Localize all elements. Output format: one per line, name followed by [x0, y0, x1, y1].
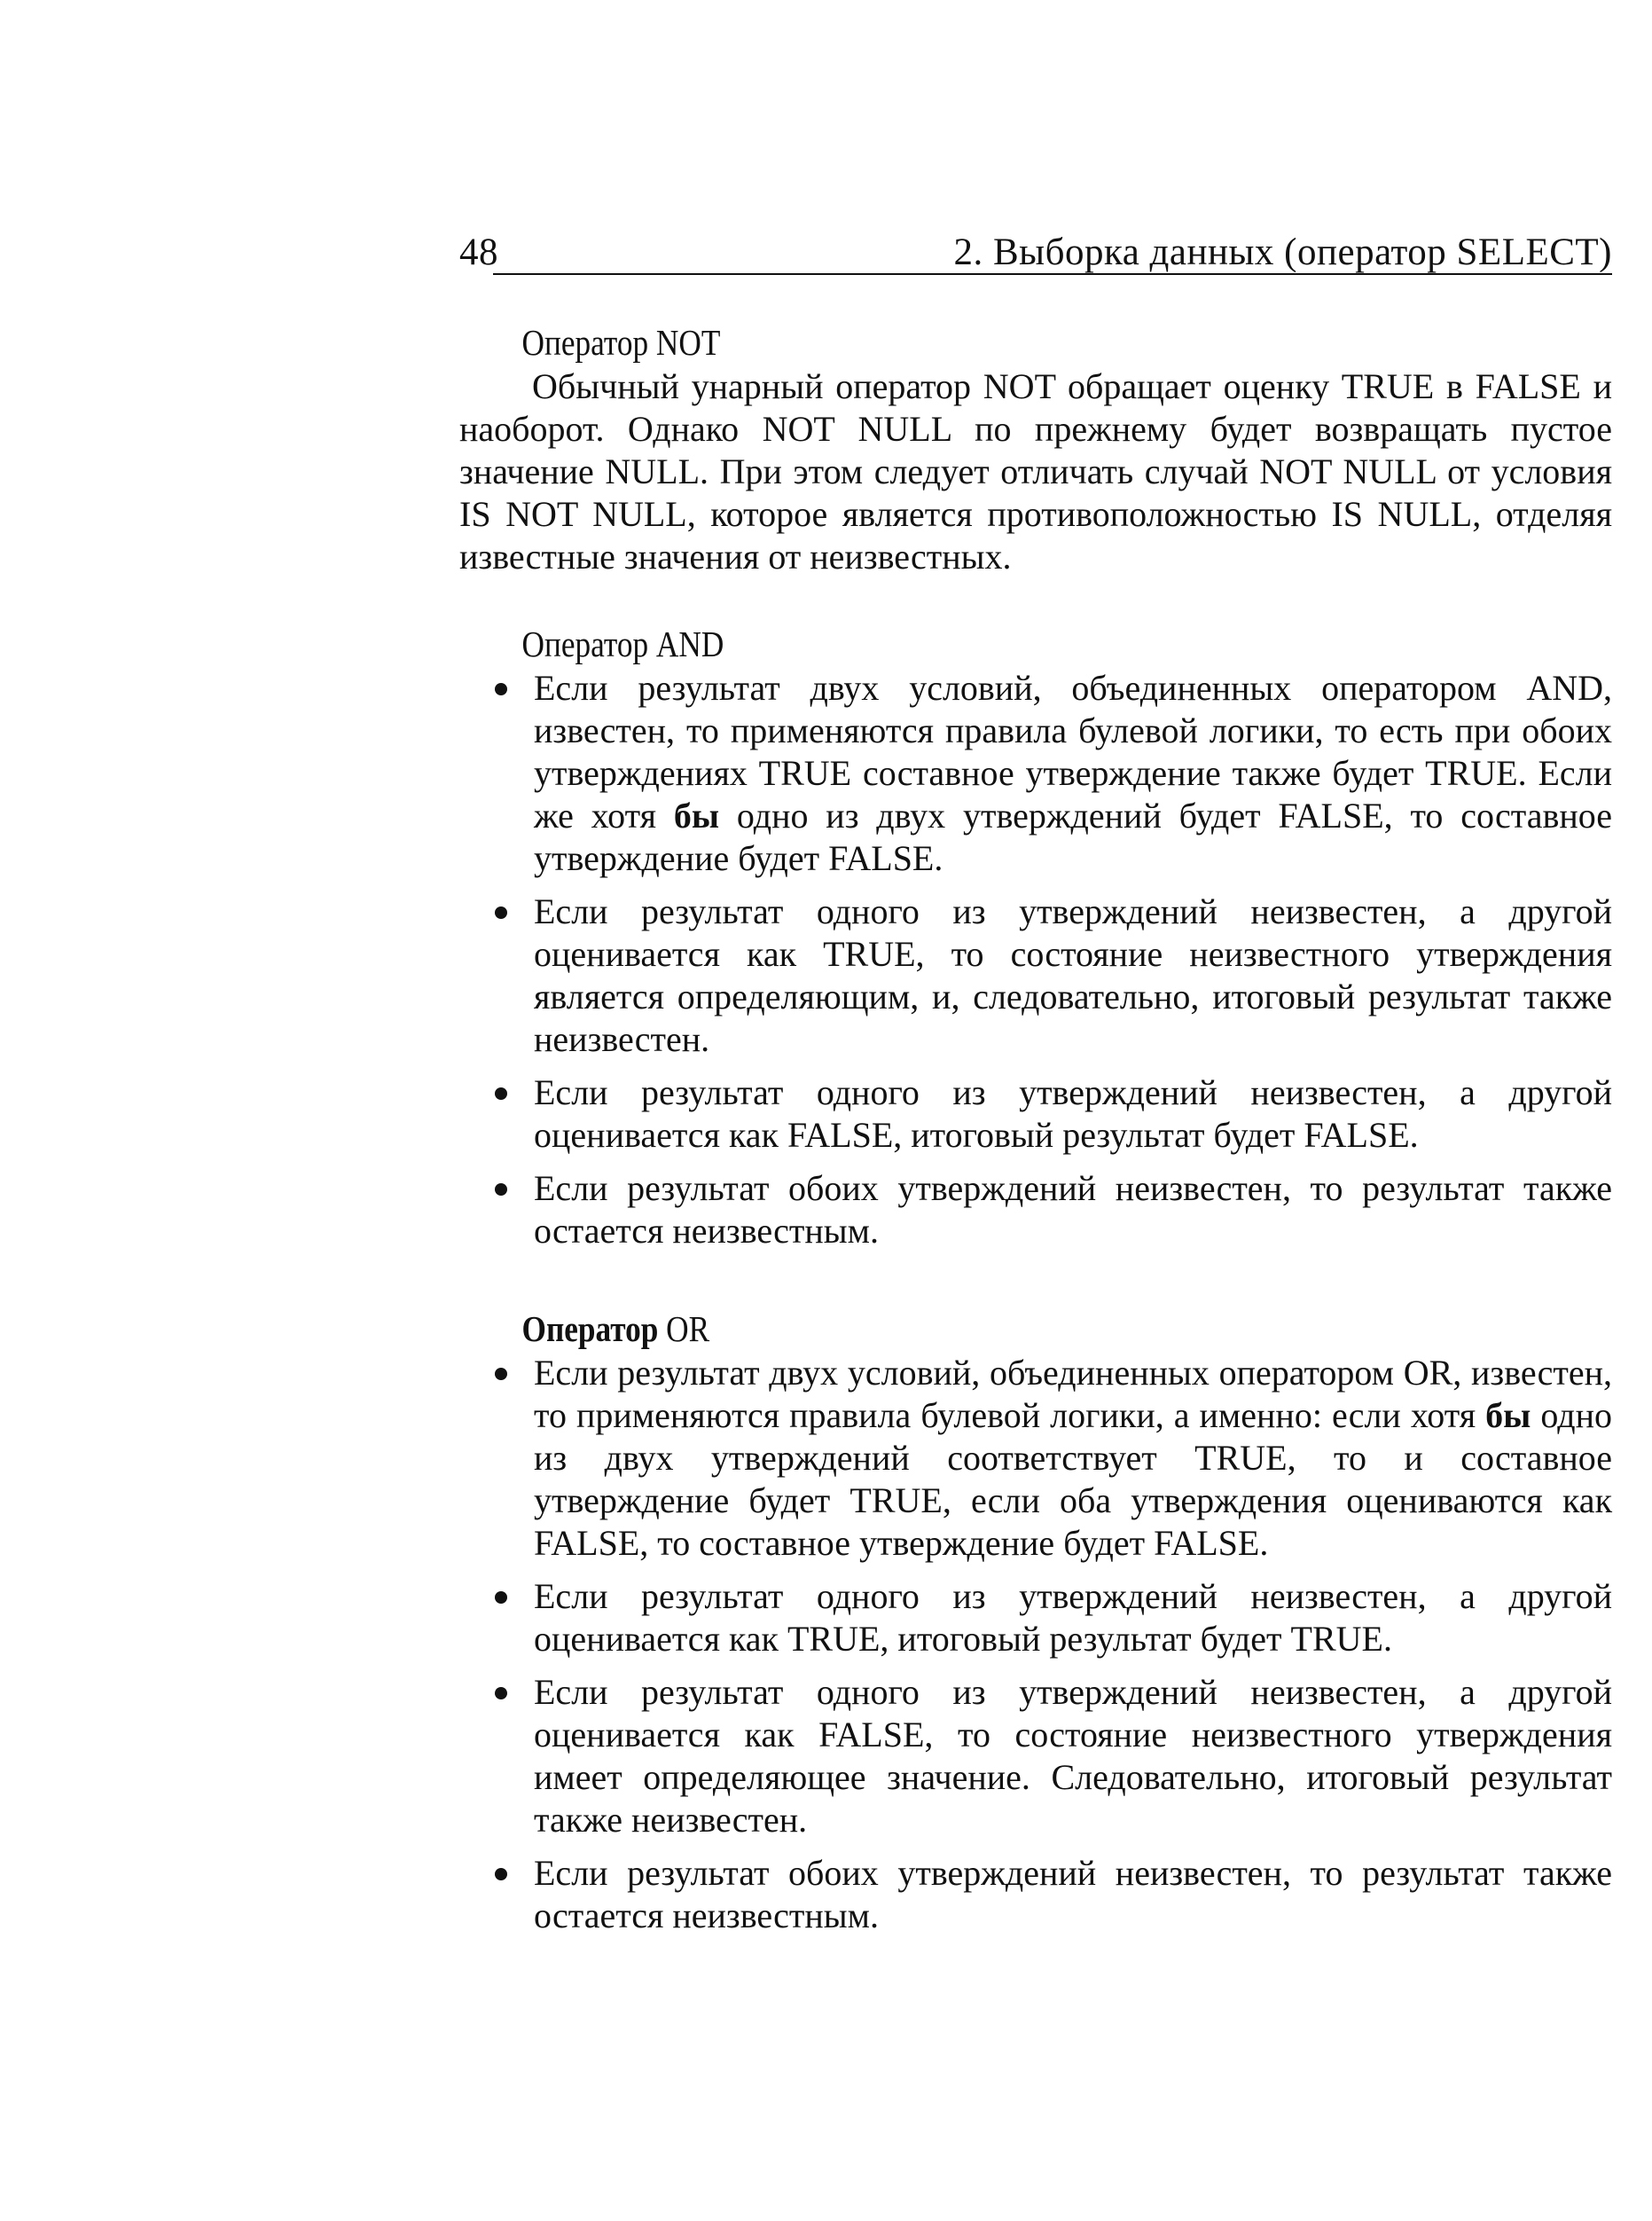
bullet-icon	[495, 1087, 507, 1100]
list-item-text: Если результат одного из утверждений неизвестен, а другой оценивается как FALSE, итоговый результат будет FALSE.	[534, 1072, 1612, 1155]
bullet-icon	[495, 1591, 507, 1604]
page-body	[459, 319, 1612, 1948]
list-item-text: Если результат одного из утверждений неизвестен, а другой оценивается как FALSE, то состояние неизвестного утверждения имеет определяющее значение. Следовательно, итоговый результат также неизвестен.	[534, 1672, 1612, 1840]
list-item-text: Если результат обоих утверждений неизвестен, то результат также остается неизвестным.	[534, 1168, 1612, 1251]
list-item	[459, 1852, 1612, 1937]
list-item	[459, 891, 1612, 1061]
not-paragraph-sentence-1: Обычный унарный оператор NOT обращает оценку TRUE в FALSE и наоборот.	[459, 366, 1612, 449]
list-item-text-part: одно из двух утверждений соответствует TRUE, то и составное утверждение будет TRUE, если оба утверждения оцениваются как FALSE, то составное утверждение будет FALSE.	[534, 1395, 1612, 1563]
page-number: 48	[459, 232, 498, 273]
heading-and-operator: Оператор AND	[521, 624, 724, 664]
bullet-icon	[495, 1687, 507, 1699]
list-item-text-part: Если результат двух условий, объединенных оператором AND, известен, то применяются правила булевой логики, то есть при обоих утверждениях TRUE составное утверждение также будет TRUE. Если же хотя	[534, 668, 1612, 836]
list-item-text	[534, 667, 1612, 880]
heading-not-operator: Оператор NOT	[521, 322, 721, 363]
bold-word: бы	[1485, 1395, 1531, 1435]
section-spacer	[459, 578, 1612, 621]
running-header	[459, 229, 1612, 277]
bullet-icon	[495, 1368, 507, 1380]
heading-or-bold-part: Оператор	[521, 1308, 659, 1349]
bullet-icon	[495, 1183, 507, 1196]
list-item	[459, 1575, 1612, 1660]
list-item-text: Если результат обоих утверждений неизвестен, то результат также остается неизвестным.	[534, 1853, 1612, 1935]
list-item	[459, 1352, 1612, 1565]
header-rule	[493, 273, 1612, 275]
list-item-text	[534, 1352, 1612, 1565]
or-rules-list	[459, 1352, 1612, 1937]
bullet-icon	[495, 1868, 507, 1880]
bold-word: бы	[673, 796, 720, 836]
chapter-title: 2. Выборка данных (оператор SELECT)	[953, 232, 1612, 273]
section-spacer	[459, 1263, 1612, 1306]
heading-or-rest: OR	[658, 1308, 710, 1349]
list-item-text-part: одно из двух утверждений будет FALSE, то составное утверждение будет FALSE.	[534, 796, 1613, 878]
bullet-icon	[495, 683, 507, 695]
not-paragraph-sentence-2: Однако NOT NULL по прежнему будет возвращать пустое значение NULL.	[459, 409, 1612, 491]
list-item	[459, 1071, 1612, 1157]
list-item	[459, 1167, 1612, 1252]
list-item	[459, 1671, 1612, 1841]
bullet-icon	[495, 906, 507, 919]
not-paragraph-sentence-3: При этом следует отличать случай NOT NULL от условия IS NOT NULL, которое является противоположностью IS NULL, отделяя известные значения от неизвестных.	[459, 451, 1613, 577]
list-item	[459, 667, 1612, 880]
not-operator-paragraph	[459, 365, 1612, 578]
and-rules-list	[459, 667, 1612, 1252]
list-item-text: Если результат одного из утверждений неизвестен, а другой оценивается как TRUE, итоговый результат будет TRUE.	[534, 1576, 1612, 1659]
list-item-text: Если результат одного из утверждений неизвестен, а другой оценивается как TRUE, то состояние неизвестного утверждения является определяющим, и, следовательно, итоговый результат также неизвестен.	[534, 891, 1612, 1059]
heading-or-operator	[459, 1306, 1451, 1352]
list-item-text-part: Если результат двух условий, объединенных оператором OR, известен, то применяются правила булевой логики, а именно: если хотя	[534, 1353, 1612, 1435]
